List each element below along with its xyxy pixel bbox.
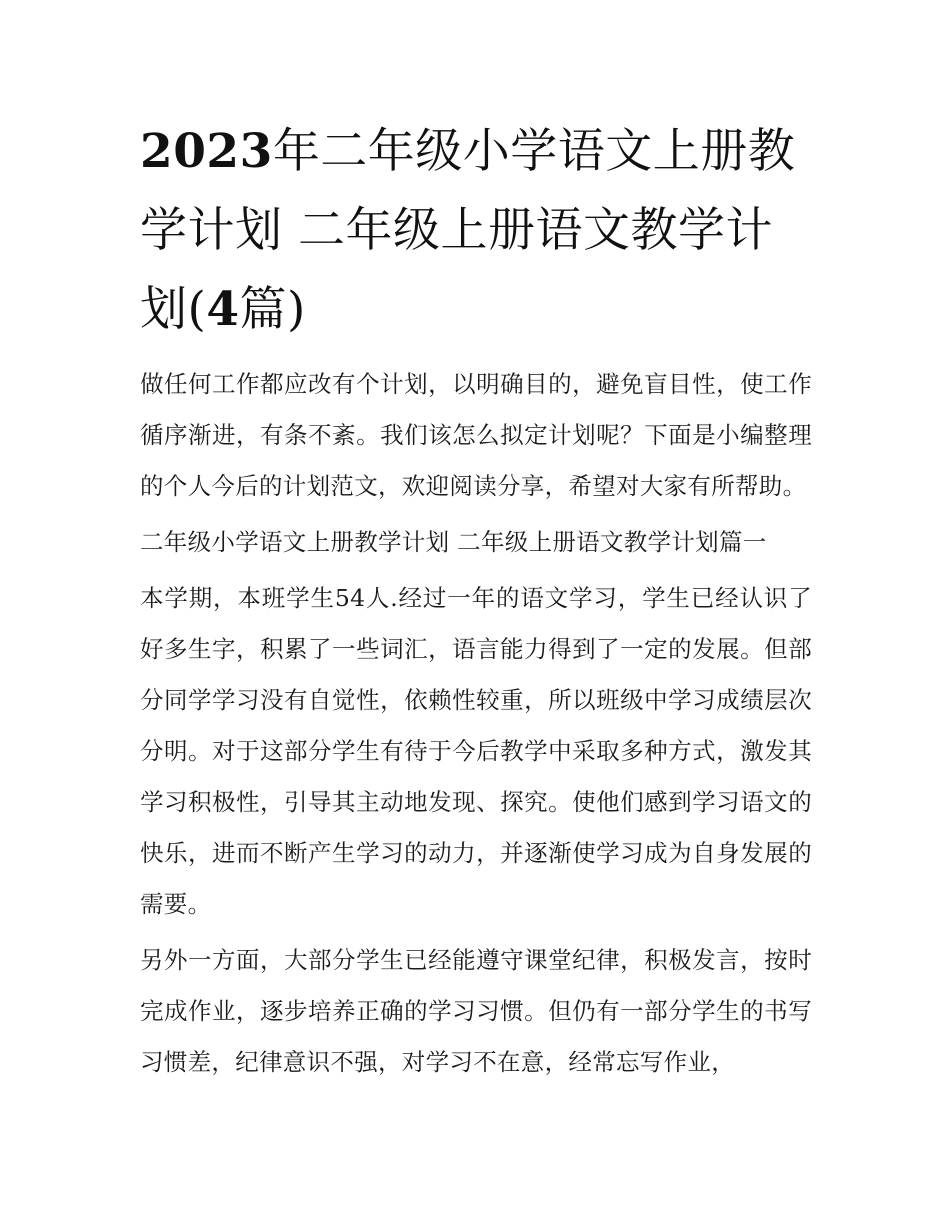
title-count: 4 <box>206 282 240 337</box>
intro-paragraph: 做任何工作都应改有个计划，以明确目的，避免盲目性，使工作循序渐进，有条不紊。我们该怎么拟定计划呢？下面是小编整理的个人今后的计划范文，欢迎阅读分享，希望对大家有所帮助。 <box>140 370 812 500</box>
body-paragraph: 本学期，本班学生54人.经过一年的语文学习，学生已经认识了好多生字，积累了一些词汇，语言能力得到了一定的发展。但部分同学学习没有自觉性，依赖性较重，所以班级中学习成绩层次分明。对于这部分学生有待于今后教学中采取多种方式，激发其学习积极性，引导其主动地发现、探究。使他们感到学习语文的快乐，进而不断产生学习的动力，并逐渐使学习成为自身发展的需要。 <box>140 584 812 918</box>
document-page <box>140 112 812 1093</box>
section-heading: 二年级小学语文上册教学计划 二年级上册语文教学计划篇一 <box>140 528 767 556</box>
title-year: 2023 <box>140 124 273 179</box>
title-end: 篇) <box>239 282 306 337</box>
document-body <box>140 359 812 1088</box>
document-title <box>140 112 812 349</box>
body-paragraph: 另外一方面，大部分学生已经能遵守课堂纪律，积极发言，按时完成作业，逐步培养正确的学习习惯。但仍有一部分学生的书写习惯差，纪律意识不强，对学习不在意，经常忘写作业， <box>140 946 812 1076</box>
title-text: 年二年级小学语文上册教学计划 二年级上册语文教学计划( <box>140 124 796 337</box>
